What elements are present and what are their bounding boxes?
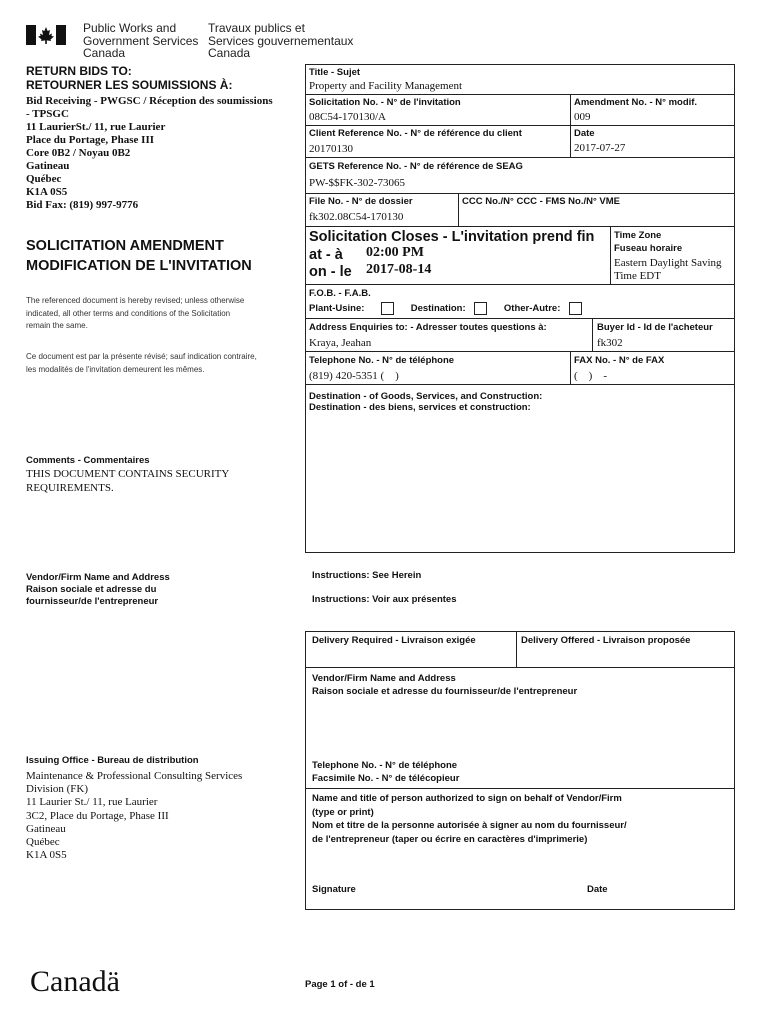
return-bids-title: RETURN BIDS TO: RETOURNER LES SOUMISSIONS À: [26,64,233,92]
amendment-title: SOLICITATION AMENDMENT MODIFICATION DE L'INVITATION [26,238,252,274]
file-number-value: fk302.08C54-170130 [309,211,404,223]
comments-text: THIS DOCUMENT CONTAINS SECURITY REQUIREMENTS. [26,468,230,494]
buyer-id-label: Buyer Id - Id de l'acheteur [597,322,713,333]
department-name-fr: Travaux publics et Services gouvernementaux Canada [208,21,354,60]
time-zone-value: Eastern Daylight Saving Time EDT [614,257,722,282]
instructions-fr: Instructions: Voir aux présentes [312,594,457,605]
delivery-required-label: Delivery Required - Livraison exigée [312,635,476,646]
destination-goods-label: Destination - of Goods, Services, and Construction: Destination - des biens, services et construction: [309,391,543,413]
solicitation-number-label: Solicitation No. - N° de l'invitation [309,97,461,108]
department-name-en: Public Works and Government Services Canada [83,21,199,60]
vendor-telephone-field[interactable]: Telephone No. - N° de téléphone [312,760,458,771]
telephone-value: (819) 420-5351 ( ) [309,370,399,382]
canada-wordmark: Canadä [30,965,120,998]
destination-checkbox[interactable] [474,302,487,315]
vendor-name-address-field[interactable]: Vendor/Firm Name and Address Raison sociale et adresse du fournisseur/de l'entrepreneur [312,673,578,697]
title-label: Title - Sujet [309,67,361,78]
destination-label: Destination: [410,303,466,315]
page-number: Page 1 of - de 1 [305,979,375,990]
fax-label: FAX No. - N° de FAX [574,355,665,366]
enquiries-value: Kraya, Jeahan [309,337,372,349]
closing-at-label: at - à [309,247,343,263]
buyer-id-value: fk302 [597,337,623,349]
other-label: Other-Autre: [503,303,561,315]
signature-date-field[interactable]: Date [587,884,608,895]
closing-on-label: on - le [309,264,352,280]
return-bids-address: Bid Receiving - PWGSC / Réception des soumissions - TPSGC 11 LaurierSt./ 11, rue Laurier Place du Portage, Phase III Core 0B2 / Noyau 0B2 Gatineau Québec K1A 0S5 Bid Fax: (819) 997-9776 [26,95,273,211]
authorized-person-field[interactable]: Name and title of person authorized to sign on behalf of Vendor/Firm (type or print) Nom et titre de la personne autorisée à signer au nom du fournisseur/ de l'entrepreneur (taper ou écrire en caractères d'imprimerie) [312,793,627,845]
instructions-en: Instructions: See Herein [312,570,422,581]
fob-label: F.O.B. - F.A.B. [309,288,371,299]
amendment-note-fr: Ce document est par la présente révisé; sauf indication contraire, les modalités de l'invitation demeurent les mêmes. [26,352,257,374]
date-value: 2017-07-27 [574,142,626,154]
fax-value: ( ) - [574,370,607,382]
signature-field[interactable]: Signature [312,884,356,895]
gets-reference-value: PW-$$FK-302-73065 [309,177,405,189]
telephone-label: Telephone No. - N° de téléphone [309,355,455,366]
amendment-note-en: The referenced document is hereby revised; unless otherwise indicated, all other terms and conditions of the Solicitation remain the same. [26,296,245,330]
maple-leaf-icon [26,25,66,45]
delivery-offered-label: Delivery Offered - Livraison proposée [521,635,691,646]
solicitation-number-value: 08C54-170130/A [309,111,386,123]
amendment-number-value: 009 [574,111,591,123]
issuing-office-label: Issuing Office - Bureau de distribution [26,755,199,766]
amendment-number-label: Amendment No. - N° modif. [574,97,698,108]
issuing-office-address: Maintenance & Professional Consulting Services Division (FK) 11 Laurier St./ 11, rue Laurier 3C2, Place du Portage, Phase III Gatineau Québec K1A 0S5 [26,770,243,862]
date-label: Date [574,128,595,139]
closing-date-value: 2017-08-14 [366,262,432,277]
fob-options [309,302,582,315]
closing-time-value: 02:00 PM [366,245,424,260]
plant-label: Plant-Usine: [309,303,365,315]
client-reference-value: 20170130 [309,143,353,155]
vendor-fax-field[interactable]: Facsimile No. - N° de télécopieur [312,773,460,784]
plant-checkbox[interactable] [381,302,394,315]
vendor-label-left: Vendor/Firm Name and Address Raison sociale et adresse du fournisseur/de l'entrepreneur [26,572,170,607]
time-zone-label: Time Zone Fuseau horaire [614,230,683,254]
enquiries-label: Address Enquiries to: - Adresser toutes questions à: [309,322,547,333]
other-checkbox[interactable] [569,302,582,315]
canada-flag-logo [26,25,66,45]
gets-reference-label: GETS Reference No. - N° de référence de SEAG [309,161,523,172]
ccc-number-label: CCC No./N° CCC - FMS No./N° VME [462,196,621,207]
file-number-label: File No. - N° de dossier [309,196,413,207]
title-value: Property and Facility Management [309,80,463,92]
client-reference-label: Client Reference No. - N° de référence du client [309,128,522,139]
comments-label: Comments - Commentaires [26,455,150,466]
solicitation-closes-title: Solicitation Closes - L'invitation prend fin [309,229,595,245]
